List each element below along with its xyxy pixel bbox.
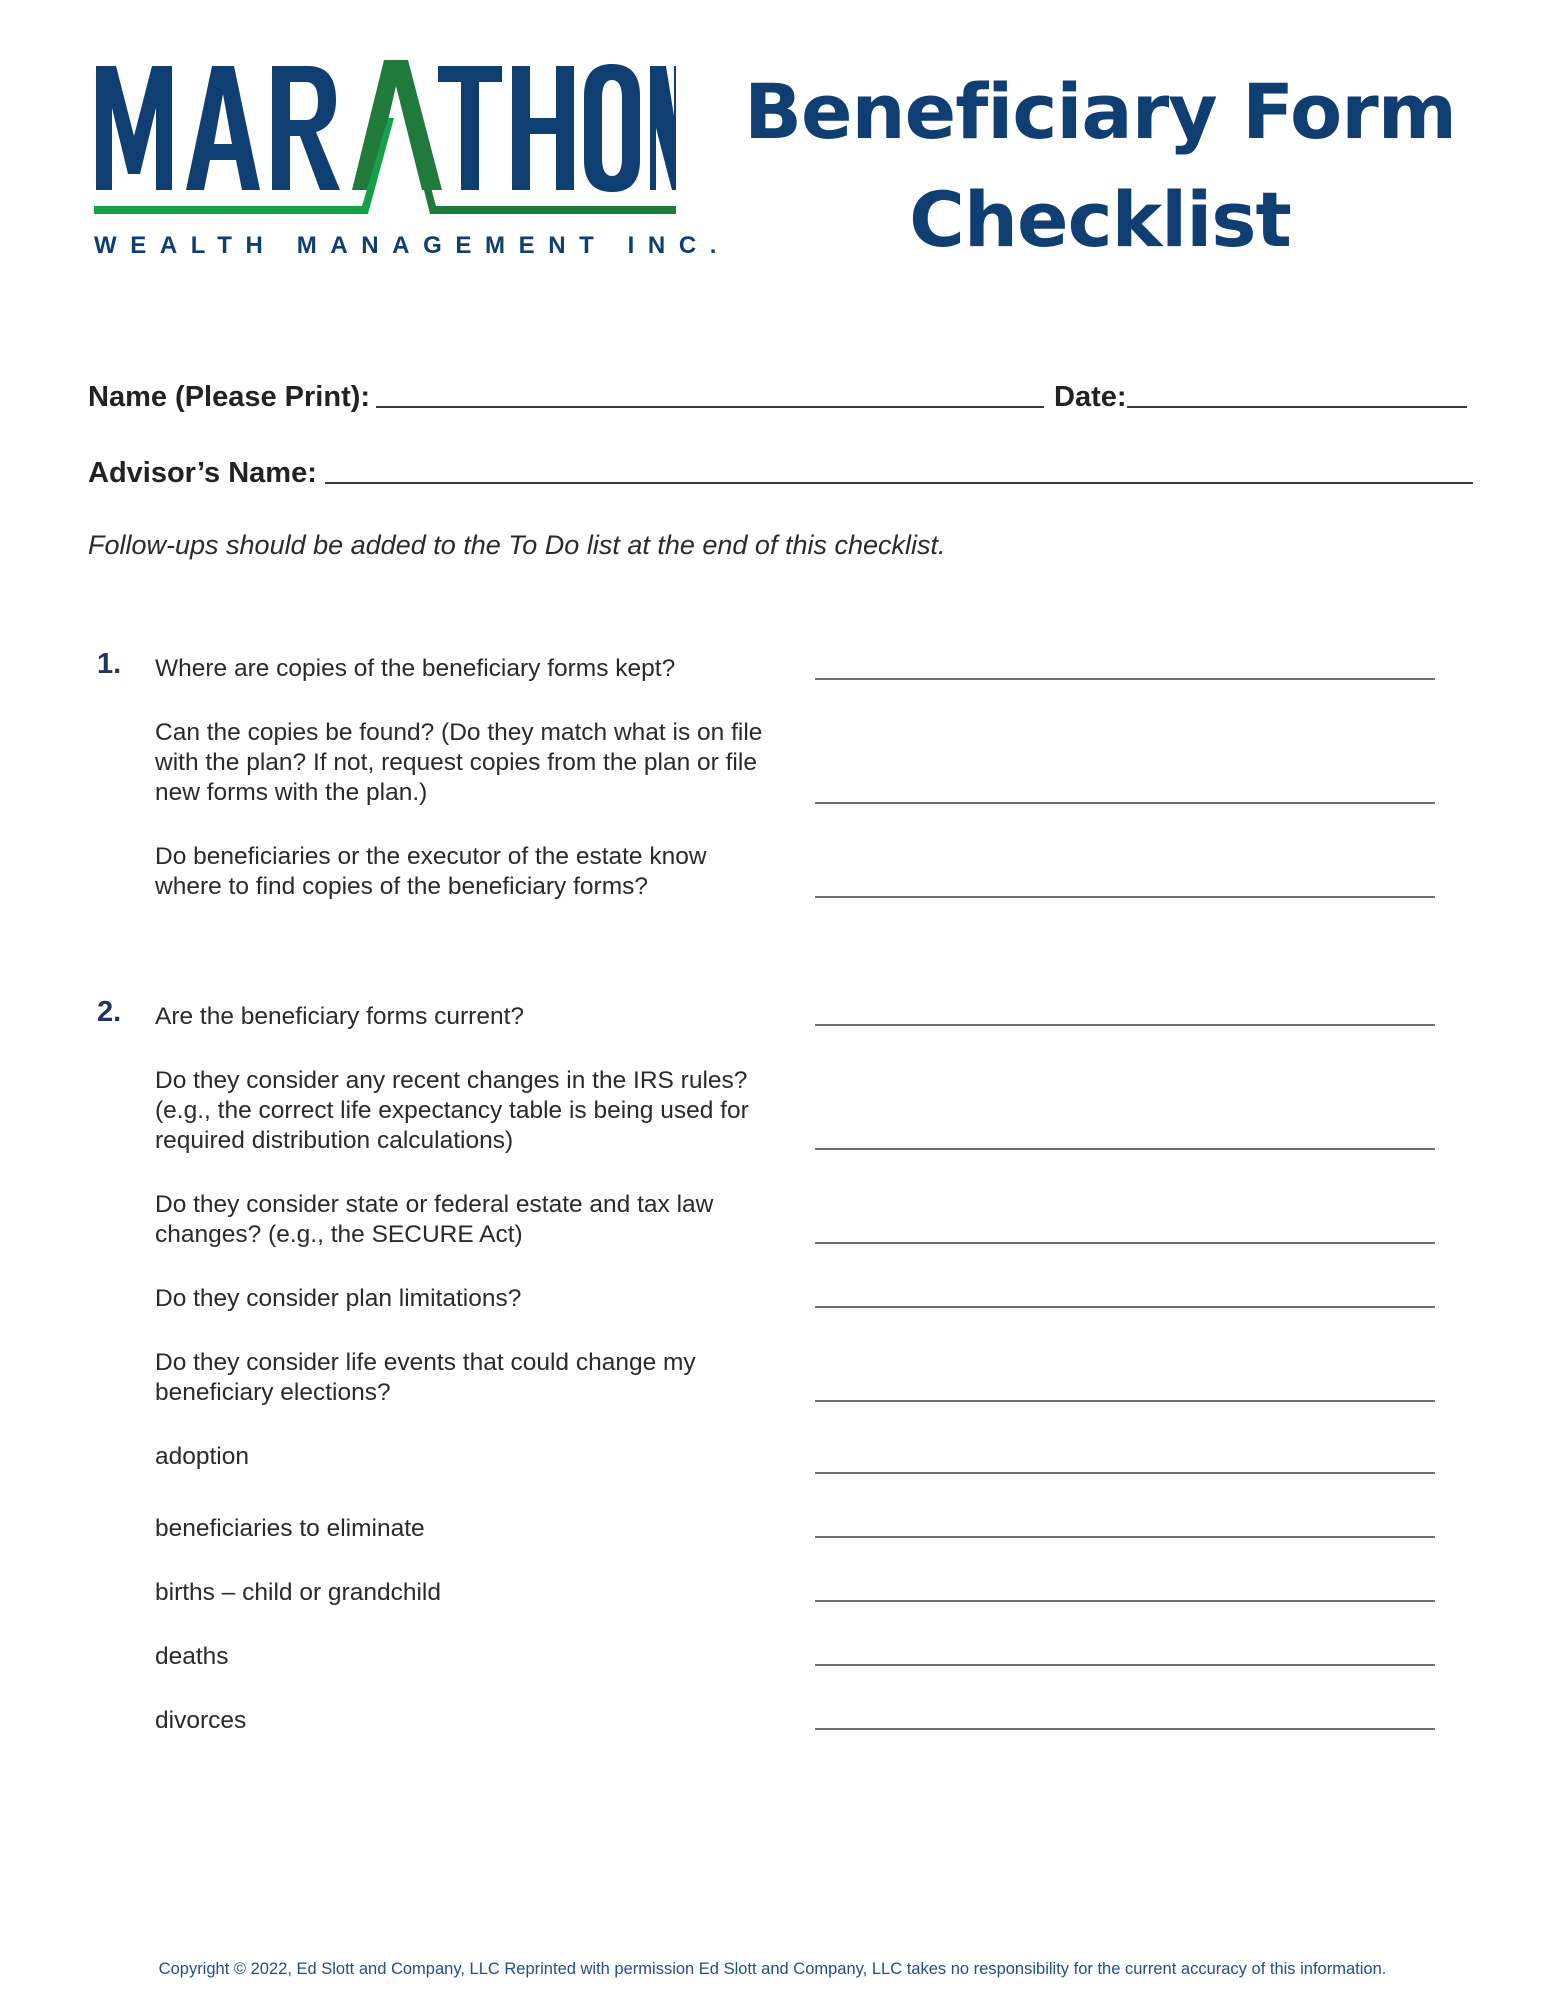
title-line-1: Beneficiary Form — [744, 67, 1456, 156]
question-line: births – child or grandchild — [155, 1579, 441, 1606]
question — [155, 654, 815, 684]
logo-peak — [352, 60, 442, 190]
question — [155, 1002, 815, 1032]
answer-line[interactable] — [815, 1242, 1435, 1244]
logo-letter-m — [96, 66, 172, 190]
question — [155, 1348, 815, 1408]
question-line: Do beneficiaries or the executor of the estate know — [155, 843, 707, 870]
question-line: divorces — [155, 1707, 247, 1734]
answer-line[interactable] — [815, 1600, 1435, 1602]
logo-subtitle: WEALTH MANAGEMENT INC. — [94, 232, 731, 259]
question — [155, 1578, 815, 1608]
marathon-logo — [94, 56, 731, 266]
question — [155, 1706, 815, 1736]
answer-line[interactable] — [815, 678, 1435, 680]
question — [155, 1284, 815, 1314]
question-line: (e.g., the correct life expectancy table is being used for — [155, 1097, 749, 1124]
logo-letter-o — [584, 64, 640, 192]
logo-graphic — [94, 56, 676, 236]
question-line: Can the copies be found? (Do they match what is on file — [155, 719, 763, 746]
logo-letter-n — [650, 66, 676, 190]
answer-line[interactable] — [815, 1306, 1435, 1308]
logo-letter-h — [512, 66, 574, 190]
title-line-2: Checklist — [909, 175, 1291, 264]
question-line: where to find copies of the beneficiary forms? — [155, 873, 648, 900]
logo-letter-r — [272, 66, 340, 190]
answer-line[interactable] — [815, 1728, 1435, 1730]
advisor-label: Advisor’s Name: — [88, 457, 317, 489]
name-date-row — [88, 370, 1467, 414]
answer-line[interactable] — [815, 1664, 1435, 1666]
question-line: deaths — [155, 1643, 229, 1670]
question — [155, 1442, 815, 1472]
question-line: changes? (e.g., the SECURE Act) — [155, 1221, 523, 1248]
answer-line[interactable] — [815, 1472, 1435, 1474]
question-line: Do they consider plan limitations? — [155, 1285, 522, 1312]
answer-line[interactable] — [815, 802, 1435, 804]
date-label: Date: — [1054, 381, 1127, 413]
answer-line[interactable] — [815, 1536, 1435, 1538]
advisor-row — [88, 446, 1473, 490]
question — [155, 1514, 815, 1544]
copyright-footer: Copyright © 2022, Ed Slott and Company, LLC Reprinted with permission Ed Slott and Company, LLC takes no responsibility for the current accuracy of this information. — [158, 1960, 1387, 1978]
page-title — [720, 58, 1480, 274]
name-label: Name (Please Print): — [88, 381, 371, 413]
question — [155, 1190, 815, 1250]
question — [155, 842, 815, 902]
advisor-field[interactable] — [325, 482, 1473, 484]
answer-line[interactable] — [815, 896, 1435, 898]
date-field[interactable] — [1127, 406, 1467, 408]
question-line: Do they consider any recent changes in the IRS rules? — [155, 1067, 748, 1094]
question-line: Do they consider state or federal estate and tax law — [155, 1191, 714, 1218]
question-line: required distribution calculations) — [155, 1127, 514, 1154]
question-line: Where are copies of the beneficiary forms kept? — [155, 655, 676, 682]
answer-line[interactable] — [815, 1400, 1435, 1402]
answer-line[interactable] — [815, 1024, 1435, 1026]
question-line: adoption — [155, 1443, 250, 1470]
logo-letter-t — [438, 66, 502, 190]
section-number-2: 2. — [97, 996, 122, 1028]
question-line: beneficiary elections? — [155, 1379, 391, 1406]
question — [155, 718, 815, 808]
logo-letter-a1 — [186, 66, 260, 190]
name-field[interactable] — [376, 406, 1044, 408]
question — [155, 1642, 815, 1672]
answer-line[interactable] — [815, 1148, 1435, 1150]
question-line: beneficiaries to eliminate — [155, 1515, 425, 1542]
question-line: with the plan? If not, request copies from the plan or file — [155, 749, 757, 776]
section-number-1: 1. — [97, 648, 122, 680]
instruction-note: Follow-ups should be added to the To Do list at the end of this checklist. — [88, 530, 946, 560]
question-line: Are the beneficiary forms current? — [155, 1003, 525, 1030]
question — [155, 1066, 815, 1156]
question-line: Do they consider life events that could change my — [155, 1349, 696, 1376]
question-line: new forms with the plan.) — [155, 779, 428, 806]
